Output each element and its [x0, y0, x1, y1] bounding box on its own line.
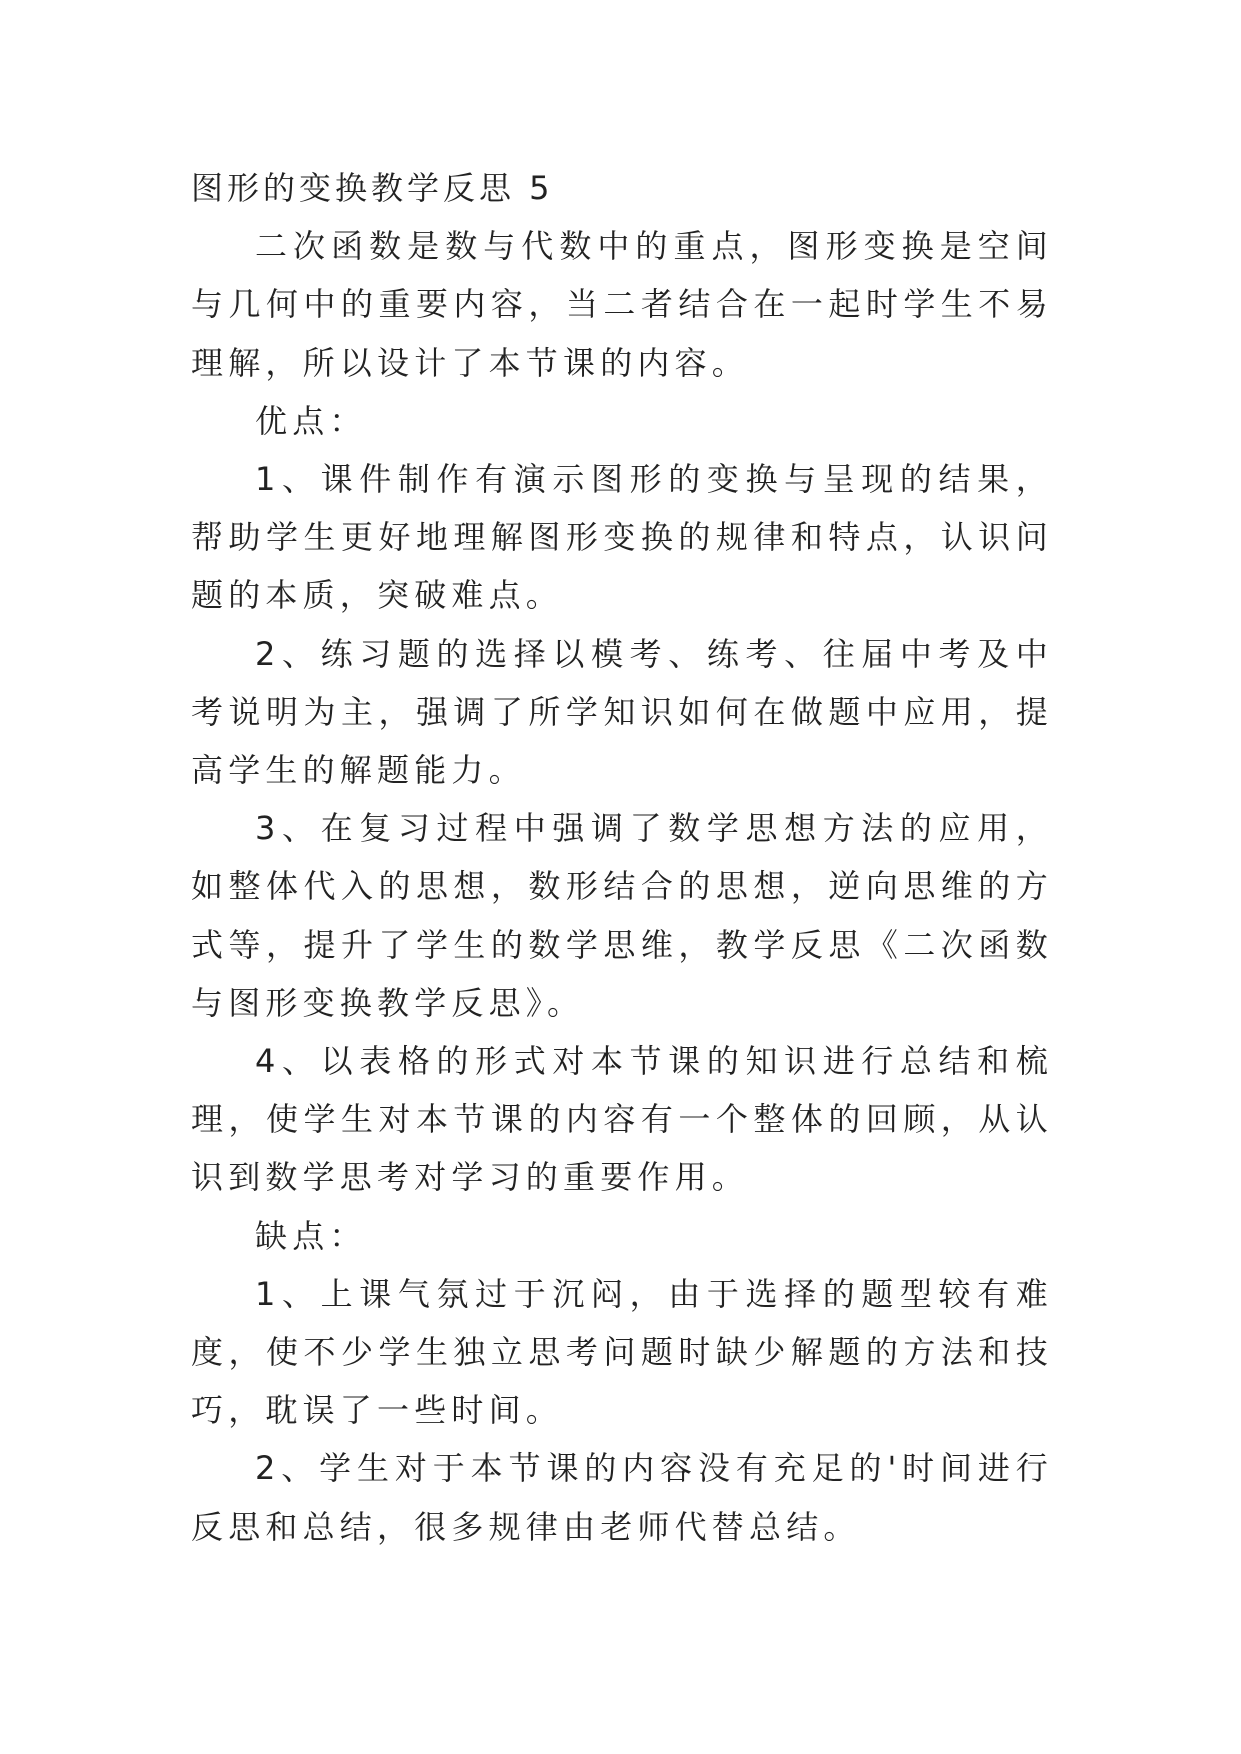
advantage-item-2: 2、练习题的选择以模考、练考、往届中考及中考说明为主，强调了所学知识如何在做题中应用，提高学生的解题能力。 [191, 634, 1053, 790]
disadvantage-item-2: 2、学生对于本节课的内容没有充足的'时间进行反思和总结，很多规律由老师代替总结。 [191, 1449, 1053, 1546]
advantage-item-4: 4、以表格的形式对本节课的知识进行总结和梳理，使学生对本节课的内容有一个整体的回顾，从认识到数学思考对学习的重要作用。 [191, 1042, 1053, 1197]
disadvantage-item-1: 1、上课气氛过于沉闷，由于选择的题型较有难度，使不少学生独立思考问题时缺少解题的方法和技巧，耽误了一些时间。 [191, 1274, 1053, 1430]
advantage-item-1: 1、课件制作有演示图形的变换与呈现的结果，帮助学生更好地理解图形变换的规律和特点，认识问题的本质，突破难点。 [191, 460, 1053, 615]
document-title: 图形的变换教学反思 5 [191, 169, 554, 207]
heading-advantages: 优点： [255, 401, 367, 440]
advantage-item-3: 3、在复习过程中强调了数学思想方法的应用，如整体代入的思想，数形结合的思想，逆向思维的方式等，提升了学生的数学思维，教学反思《二次函数与图形变换教学反思》。 [191, 809, 1053, 1022]
paragraph-intro: 二次函数是数与代数中的重点，图形变换是空间与几何中的重要内容，当二者结合在一起时学生不易理解，所以设计了本节课的内容。 [191, 227, 1053, 382]
document-page [191, 159, 1053, 1556]
heading-disadvantages: 缺点： [255, 1216, 367, 1255]
